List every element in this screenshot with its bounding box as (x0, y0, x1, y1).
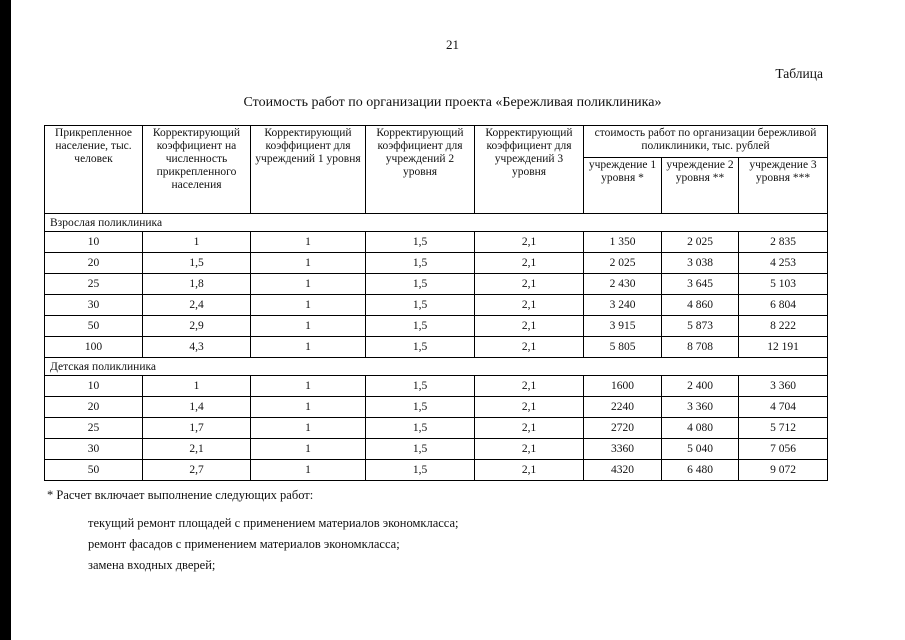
table-cell: 2,1 (475, 232, 584, 253)
table-cell: 25 (45, 274, 143, 295)
table-cell: 1,8 (143, 274, 251, 295)
table-cell: 1 (251, 295, 366, 316)
table-cell: 3 360 (662, 397, 739, 418)
table-cell: 1,5 (366, 274, 475, 295)
table-row (45, 397, 828, 418)
table-row (45, 418, 828, 439)
table-cell: 1,5 (366, 295, 475, 316)
table-row (45, 253, 828, 274)
table-cell: 2,1 (475, 460, 584, 481)
table-cell: 6 480 (662, 460, 739, 481)
table-cell: 1 (251, 337, 366, 358)
table-row (45, 295, 828, 316)
table-cell: 50 (45, 460, 143, 481)
table-cell: 2,1 (475, 376, 584, 397)
work-item: замена входных дверей; (88, 558, 216, 572)
table-cell: 7 056 (739, 439, 828, 460)
table-cell: 2,1 (475, 295, 584, 316)
table-cell: 6 804 (739, 295, 828, 316)
table-cell: 2 400 (662, 376, 739, 397)
table-cell: 1,5 (366, 460, 475, 481)
table-cell: 5 805 (584, 337, 662, 358)
table-cell: 1,4 (143, 397, 251, 418)
table-cell: 1 (251, 232, 366, 253)
table-cell: 2 025 (662, 232, 739, 253)
header-coef-level1: Корректирующий коэффициент для учреждений 1 уровня (251, 126, 366, 214)
table-cell: 1,5 (366, 376, 475, 397)
table-cell: 30 (45, 295, 143, 316)
table-cell: 3 038 (662, 253, 739, 274)
table-cell: 4 253 (739, 253, 828, 274)
table-cell: 2240 (584, 397, 662, 418)
table-row (45, 439, 828, 460)
table-cell: 2 430 (584, 274, 662, 295)
table-cell: 4 704 (739, 397, 828, 418)
header-cost-level3: учреждение 3 уровня *** (739, 158, 828, 214)
table-cell: 3 240 (584, 295, 662, 316)
header-cost-level1: учреждение 1 уровня * (584, 158, 662, 214)
table-cell: 1 (251, 376, 366, 397)
table-cell: 1,5 (366, 439, 475, 460)
table-cell: 1 (251, 316, 366, 337)
table-cell: 1 (251, 439, 366, 460)
header-coef-level2: Корректирующий коэффициент для учреждений 2 уровня (366, 126, 475, 214)
table-cell: 4 080 (662, 418, 739, 439)
table-cell: 1 (143, 232, 251, 253)
table-cell: 4,3 (143, 337, 251, 358)
table-cell: 25 (45, 418, 143, 439)
section-title-children: Детская поликлиника (45, 358, 828, 376)
table-cell: 1,5 (366, 232, 475, 253)
table-row (45, 316, 828, 337)
table-cell: 2,1 (475, 397, 584, 418)
table-cell: 2,1 (143, 439, 251, 460)
table-cell: 5 873 (662, 316, 739, 337)
table-cell: 4 860 (662, 295, 739, 316)
table-cell: 1,5 (366, 397, 475, 418)
table-cell: 1 (251, 397, 366, 418)
table-row (45, 274, 828, 295)
table-cell: 1 (143, 376, 251, 397)
document-title: Стоимость работ по организации проекта «Бережливая поликлиника» (243, 95, 662, 110)
table-cell: 8 708 (662, 337, 739, 358)
table-cell: 2720 (584, 418, 662, 439)
work-item: ремонт фасадов с применением материалов экономкласса; (88, 537, 400, 551)
table-row (45, 232, 828, 253)
table-cell: 2,1 (475, 316, 584, 337)
page-number: 21 (446, 37, 459, 52)
table-cell: 5 040 (662, 439, 739, 460)
table-label: Таблица (775, 66, 823, 81)
table-row (45, 337, 828, 358)
table-cell: 1,7 (143, 418, 251, 439)
table-cell: 1 (251, 274, 366, 295)
table-cell: 3 360 (739, 376, 828, 397)
table-cell: 100 (45, 337, 143, 358)
table-cell: 3 915 (584, 316, 662, 337)
table-cell: 2,4 (143, 295, 251, 316)
table-cell: 8 222 (739, 316, 828, 337)
section-title-adult: Взрослая поликлиника (45, 214, 828, 232)
table-cell: 3 645 (662, 274, 739, 295)
header-coef-level3: Корректирующий коэффициент для учреждений 3 уровня (475, 126, 584, 214)
table-cell: 2,1 (475, 253, 584, 274)
table-row (45, 376, 828, 397)
header-population: Прикрепленное население, тыс. человек (45, 126, 143, 214)
table-cell: 2,1 (475, 274, 584, 295)
table-cell: 1 (251, 460, 366, 481)
header-cost-level2: учреждение 2 уровня ** (662, 158, 739, 214)
table-cell: 2 025 (584, 253, 662, 274)
table-cell: 2,9 (143, 316, 251, 337)
table-cell: 20 (45, 253, 143, 274)
table-cell: 2,1 (475, 418, 584, 439)
table-cell: 5 712 (739, 418, 828, 439)
table-cell: 3360 (584, 439, 662, 460)
work-item: текущий ремонт площадей с применением материалов экономкласса; (88, 516, 459, 530)
table-cell: 9 072 (739, 460, 828, 481)
table-cell: 2,1 (475, 337, 584, 358)
table-cell: 1600 (584, 376, 662, 397)
table-cell: 10 (45, 376, 143, 397)
table-cell: 20 (45, 397, 143, 418)
table-cell: 2 835 (739, 232, 828, 253)
table-cell: 1 350 (584, 232, 662, 253)
table-cell: 12 191 (739, 337, 828, 358)
table-cell: 1,5 (366, 316, 475, 337)
table-cell: 1,5 (143, 253, 251, 274)
table-cell: 1,5 (366, 253, 475, 274)
header-cost-group: стоимость работ по организации бережливой поликлиники, тыс. рублей (584, 126, 828, 158)
table-cell: 1 (251, 418, 366, 439)
table-cell: 2,7 (143, 460, 251, 481)
table-cell: 10 (45, 232, 143, 253)
table-cell: 5 103 (739, 274, 828, 295)
header-coef-population: Корректирующий коэффициент на численность прикрепленного населения (143, 126, 251, 214)
table-cell: 1,5 (366, 337, 475, 358)
table-cell: 4320 (584, 460, 662, 481)
table-cell: 1,5 (366, 418, 475, 439)
footnote: * Расчет включает выполнение следующих работ: (47, 488, 314, 502)
cost-table (44, 125, 828, 481)
table-cell: 1 (251, 253, 366, 274)
table-cell: 30 (45, 439, 143, 460)
table-cell: 2,1 (475, 439, 584, 460)
table-row (45, 460, 828, 481)
table-cell: 50 (45, 316, 143, 337)
